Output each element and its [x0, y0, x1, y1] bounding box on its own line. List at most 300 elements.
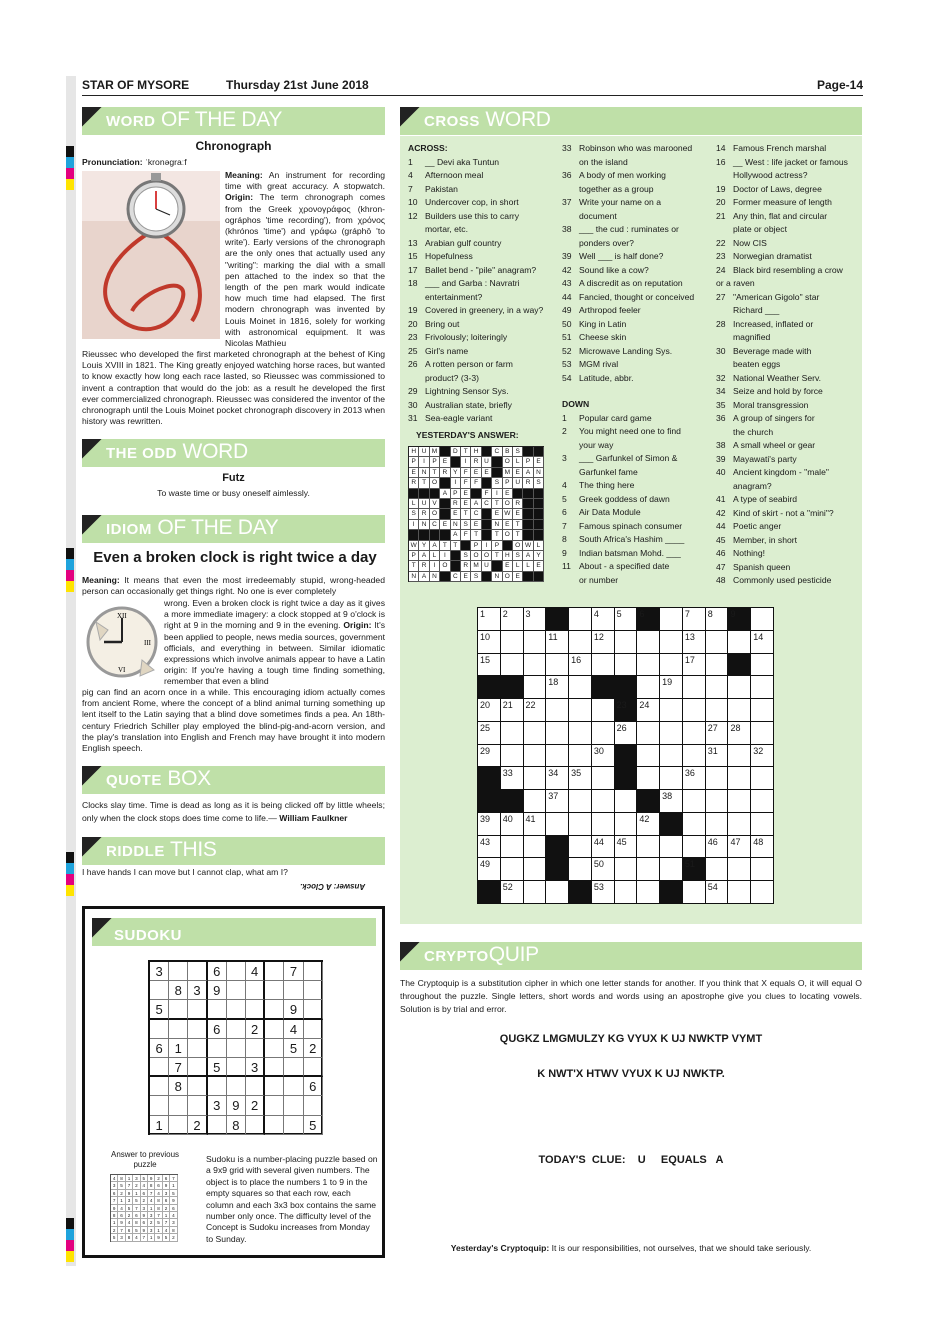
cell-number: 37: [548, 791, 559, 802]
crossword-cell[interactable]: [615, 858, 638, 881]
answer-cell: E: [471, 520, 481, 530]
crossword-cell[interactable]: [524, 836, 547, 859]
answer-cell: 2: [170, 1234, 177, 1241]
clue-number: 14: [716, 143, 726, 153]
cell-number: 10: [480, 631, 491, 642]
answer-cell: 1: [126, 1175, 133, 1182]
crossword-cell[interactable]: [728, 858, 751, 881]
answer-cell: 6: [111, 1190, 118, 1197]
answer-cell: U: [513, 478, 523, 488]
crossword-cell[interactable]: [524, 722, 547, 745]
clue: [716, 345, 860, 359]
sudoku-cell[interactable]: [246, 1000, 265, 1019]
sudoku-cell[interactable]: [188, 1000, 207, 1019]
cryptoquip-banner: [400, 942, 862, 970]
crossword-cell[interactable]: [546, 813, 569, 836]
crossword-cell[interactable]: [683, 676, 706, 699]
sudoku-cell[interactable]: [265, 1020, 284, 1039]
clue: [562, 520, 712, 534]
sudoku-cell[interactable]: [284, 1096, 303, 1115]
crossword-cell[interactable]: [592, 654, 615, 677]
answer-cell: I: [440, 551, 450, 561]
section-title: QUOTE BOX: [106, 767, 211, 790]
corner-tag-icon: [82, 107, 102, 127]
sudoku-cell: 1: [150, 1116, 169, 1135]
answer-cell: [482, 509, 492, 519]
sudoku-cell[interactable]: [169, 962, 188, 981]
crossword-cell[interactable]: [569, 676, 592, 699]
cell-number: 26: [616, 722, 627, 733]
sudoku-cell[interactable]: [304, 1058, 323, 1077]
crossword-cell[interactable]: [706, 654, 729, 677]
answer-cell: N: [409, 572, 419, 582]
section-title: IDIOM OF THE DAY: [106, 516, 279, 539]
sudoku-cell[interactable]: [284, 1116, 303, 1135]
registration-marks: [66, 548, 74, 592]
crossword-cell[interactable]: [569, 858, 592, 881]
sudoku-cell[interactable]: [227, 1058, 246, 1077]
yesterday-answer-grid: [408, 446, 544, 582]
answer-cell: 6: [141, 1190, 148, 1197]
black-cell: [660, 813, 683, 836]
answer-cell: 4: [163, 1227, 170, 1234]
crossword-cell[interactable]: [728, 699, 751, 722]
crossword-cell[interactable]: [569, 699, 592, 722]
crossword-cell[interactable]: [637, 767, 660, 790]
answer-cell: [492, 561, 502, 571]
cell-number: 49: [480, 859, 491, 870]
answer-cell: 8: [148, 1182, 155, 1189]
answer-cell: U: [482, 457, 492, 467]
answer-cell: R: [461, 561, 471, 571]
answer-cell: P: [409, 551, 419, 561]
sudoku-cell[interactable]: [227, 981, 246, 1000]
sudoku-cell[interactable]: [265, 1000, 284, 1019]
answer-cell: 6: [133, 1212, 140, 1219]
cell-number: 28: [730, 722, 741, 733]
crossword-cell[interactable]: [728, 631, 751, 654]
crossword-cell[interactable]: [660, 608, 683, 631]
crossword-cell[interactable]: [546, 722, 569, 745]
sudoku-cell[interactable]: [304, 1020, 323, 1039]
sudoku-cell[interactable]: [150, 1077, 169, 1096]
sudoku-banner: [92, 918, 376, 946]
clue: [716, 493, 860, 507]
crossword-cell[interactable]: [524, 631, 547, 654]
sudoku-cell[interactable]: [150, 1020, 169, 1039]
answer-cell: [451, 457, 461, 467]
crossword-cell[interactable]: [524, 676, 547, 699]
crossword-cell[interactable]: [615, 654, 638, 677]
clue-text: Poetic anger: [733, 521, 782, 531]
sudoku-cell[interactable]: [188, 1039, 207, 1058]
crossword-cell[interactable]: [728, 767, 751, 790]
clue-number: 23: [716, 251, 726, 261]
crossword-cell[interactable]: [546, 654, 569, 677]
clue: [408, 399, 558, 413]
answer-cell: 3: [141, 1205, 148, 1212]
crossword-cell[interactable]: [592, 767, 615, 790]
sudoku-cell[interactable]: [265, 1116, 284, 1135]
crossword-cell[interactable]: [637, 631, 660, 654]
answer-cell: 2: [163, 1205, 170, 1212]
crossword-cell[interactable]: [524, 881, 547, 904]
answer-cell: M: [471, 561, 481, 571]
crossword-cell[interactable]: [546, 881, 569, 904]
cell-number: 32: [753, 745, 764, 756]
clue-number: 6: [562, 507, 567, 517]
clue: [716, 223, 860, 237]
crossword-cell[interactable]: [728, 790, 751, 813]
clue: [562, 493, 712, 507]
crossword-cell[interactable]: [706, 699, 729, 722]
crossword-cell[interactable]: [660, 699, 683, 722]
crossword-cell[interactable]: [569, 836, 592, 859]
answer-cell: H: [503, 551, 513, 561]
sudoku-cell[interactable]: [208, 1116, 227, 1135]
crossword-cell[interactable]: [706, 676, 729, 699]
crossword-cell[interactable]: [569, 790, 592, 813]
answer-cell: [534, 530, 544, 540]
answer-cell: B: [503, 447, 513, 457]
clue-text: ___ the cud : ruminates or: [579, 224, 679, 234]
registration-marks: [66, 146, 74, 190]
clue-text: Fancied, thought or conceived: [579, 291, 695, 302]
sudoku-cell[interactable]: [246, 1039, 265, 1058]
crossword-cell[interactable]: [501, 631, 524, 654]
sudoku-cell[interactable]: [169, 1000, 188, 1019]
answer-cell: 7: [126, 1182, 133, 1189]
clue-number: 45: [716, 534, 726, 545]
answer-cell: Y: [419, 541, 429, 551]
answer-cell: T: [430, 468, 440, 478]
crossword-cell[interactable]: [706, 813, 729, 836]
sudoku-cell[interactable]: [227, 1020, 246, 1039]
crossword-cell[interactable]: [728, 745, 751, 768]
answer-cell: N: [492, 520, 502, 530]
clue-number: 52: [562, 345, 572, 356]
sudoku-cell[interactable]: [169, 1116, 188, 1135]
crossword-cell[interactable]: [524, 790, 547, 813]
crossword-cell[interactable]: [728, 676, 751, 699]
sudoku-cell[interactable]: [265, 1077, 284, 1096]
answer-cell: E: [492, 509, 502, 519]
crossword-cell[interactable]: [569, 608, 592, 631]
section-title: WORD OF THE DAY: [106, 108, 283, 131]
crossword-cell[interactable]: [569, 813, 592, 836]
crossword-cell[interactable]: [592, 722, 615, 745]
crossword-cell[interactable]: [637, 676, 660, 699]
clue-text: Well ___ is half done?: [579, 251, 664, 261]
black-cell: [569, 881, 592, 904]
clue-number: 20: [716, 197, 726, 207]
answer-cell: [471, 489, 481, 499]
clue-number: 3: [562, 453, 567, 463]
answer-cell: N: [451, 520, 461, 530]
clue-number: 41: [716, 494, 726, 504]
clue-number: 19: [716, 183, 726, 194]
crossword-cell[interactable]: [569, 631, 592, 654]
crossword-cell[interactable]: [683, 813, 706, 836]
crossword-cell[interactable]: [683, 745, 706, 768]
answer-cell: [461, 541, 471, 551]
answer-cell: 6: [141, 1219, 148, 1226]
crossword-cell[interactable]: [683, 836, 706, 859]
crossword-cell[interactable]: [660, 767, 683, 790]
crossword-cell[interactable]: [615, 790, 638, 813]
crossword-cell[interactable]: [637, 745, 660, 768]
sudoku-cell: 8: [227, 1116, 246, 1135]
answer-cell: N: [534, 468, 544, 478]
answer-cell: E: [503, 520, 513, 530]
clue-text: Nothing!: [733, 548, 766, 558]
clue-text: mortar, etc.: [425, 224, 468, 234]
clue-number: 46: [716, 548, 726, 558]
sudoku-cell: 2: [188, 1116, 207, 1135]
clue: [562, 574, 712, 588]
crossword-cell[interactable]: [660, 858, 683, 881]
sudoku-cell[interactable]: [246, 981, 265, 1000]
clue-number: 4: [562, 480, 567, 490]
crossword-cell[interactable]: [751, 608, 774, 631]
crossword-cell[interactable]: [569, 745, 592, 768]
clue-text: Famous French marshal: [733, 143, 827, 153]
crossword-cell[interactable]: [751, 722, 774, 745]
corner-tag-icon: [400, 107, 420, 127]
cell-number: 46: [707, 836, 718, 847]
answer-cell: [534, 509, 544, 519]
crossword-cell[interactable]: [751, 654, 774, 677]
cell-number: 31: [707, 745, 718, 756]
answer-cell: E: [409, 468, 419, 478]
clue-text: Builders use this to carry: [425, 210, 520, 221]
crossword-cell[interactable]: [683, 881, 706, 904]
answer-cell: C: [430, 520, 440, 530]
crossword-cell[interactable]: [683, 699, 706, 722]
answer-cell: 3: [111, 1182, 118, 1189]
crossword-cell[interactable]: [546, 699, 569, 722]
sudoku-cell[interactable]: [227, 1039, 246, 1058]
sudoku-cell[interactable]: [227, 962, 246, 981]
sudoku-cell[interactable]: [208, 1077, 227, 1096]
cell-number: 21: [502, 700, 513, 711]
crossword-cell[interactable]: [569, 722, 592, 745]
clue: [716, 156, 860, 170]
sudoku-cell[interactable]: [284, 1058, 303, 1077]
crossword-cell[interactable]: [524, 745, 547, 768]
black-cell: [615, 745, 638, 768]
answer-cell: [482, 478, 492, 488]
clue-number: 37: [562, 197, 572, 207]
answer-cell: I: [451, 478, 461, 488]
answer-cell: P: [451, 489, 461, 499]
clue-text: Richard ___: [733, 305, 780, 315]
clue-text: Arthropod feeler: [579, 305, 641, 315]
crossword-cell[interactable]: [592, 813, 615, 836]
crossword-cell[interactable]: [546, 745, 569, 768]
clue: [562, 506, 712, 520]
crossword-cell[interactable]: [637, 654, 660, 677]
clue-text: Girl's name: [425, 345, 469, 356]
answer-cell: 3: [148, 1227, 155, 1234]
clue: [562, 533, 712, 547]
sudoku-cell[interactable]: [169, 1096, 188, 1115]
answer-cell: 7: [118, 1227, 125, 1234]
crossword-cell[interactable]: [637, 722, 660, 745]
sudoku-cell[interactable]: [265, 981, 284, 1000]
clues-col2: [562, 142, 712, 587]
crossword-cell[interactable]: [683, 722, 706, 745]
crossword-cell[interactable]: [706, 767, 729, 790]
cell-number: 24: [639, 700, 650, 711]
sudoku-cell[interactable]: [304, 962, 323, 981]
answer-cell: 9: [118, 1219, 125, 1226]
sudoku-cell: 7: [284, 962, 303, 981]
crossword-cell[interactable]: [728, 813, 751, 836]
clue: [716, 399, 860, 413]
crossword-cell[interactable]: [615, 881, 638, 904]
answer-cell: C: [492, 447, 502, 457]
sudoku-cell[interactable]: [150, 1096, 169, 1115]
answer-cell: E: [534, 561, 544, 571]
clue-number: 38: [562, 224, 572, 234]
clue: [408, 372, 558, 386]
sudoku-cell[interactable]: [188, 962, 207, 981]
crossword-cell[interactable]: [501, 836, 524, 859]
black-cell: [478, 676, 501, 699]
crossword-cell[interactable]: [524, 858, 547, 881]
crossword-cell[interactable]: [637, 881, 660, 904]
crossword-cell[interactable]: [501, 654, 524, 677]
answer-cell: Y: [451, 468, 461, 478]
crossword-cell[interactable]: [501, 858, 524, 881]
sudoku-cell[interactable]: [188, 1096, 207, 1115]
answer-cell: E: [503, 489, 513, 499]
crossword-cell[interactable]: [751, 790, 774, 813]
crossword-cell[interactable]: [524, 654, 547, 677]
crossword-cell[interactable]: [615, 631, 638, 654]
answer-cell: S: [461, 520, 471, 530]
sudoku-cell[interactable]: [246, 1116, 265, 1135]
clue-text: MGM rival: [579, 359, 619, 369]
crossword-cell[interactable]: [728, 881, 751, 904]
sudoku-cell[interactable]: [188, 1077, 207, 1096]
crossword-cell[interactable]: [751, 676, 774, 699]
crossword-cell[interactable]: [751, 767, 774, 790]
answer-cell: T: [461, 509, 471, 519]
crossword-cell[interactable]: [683, 790, 706, 813]
sudoku-cell[interactable]: [208, 1000, 227, 1019]
answer-cell: S: [471, 572, 481, 582]
clue-number: 39: [716, 453, 726, 464]
black-cell: [728, 654, 751, 677]
crossword-cell[interactable]: [637, 858, 660, 881]
clue-text: together as a group: [579, 183, 654, 194]
clue-number: 11: [562, 561, 571, 571]
sudoku-cell[interactable]: [188, 1058, 207, 1077]
answer-cell: 7: [111, 1197, 118, 1204]
answer-cell: W: [503, 509, 513, 519]
answer-cell: A: [419, 551, 429, 561]
sudoku-cell[interactable]: [227, 1077, 246, 1096]
answer-cell: 1: [118, 1197, 125, 1204]
sudoku-cell[interactable]: [150, 1058, 169, 1077]
crossword-cell[interactable]: [751, 699, 774, 722]
crossword-cell[interactable]: [660, 836, 683, 859]
clue: [562, 277, 712, 291]
sudoku-cell[interactable]: [284, 981, 303, 1000]
sudoku-cell[interactable]: [208, 1039, 227, 1058]
clue-number: 30: [716, 345, 726, 356]
sudoku-cell[interactable]: [304, 981, 323, 1000]
clue: [716, 412, 860, 426]
sudoku-cell[interactable]: [265, 1058, 284, 1077]
crossword-cell[interactable]: [706, 858, 729, 881]
sudoku-cell[interactable]: [265, 962, 284, 981]
crossword-cell[interactable]: [501, 745, 524, 768]
clue-number: 42: [716, 507, 726, 518]
sudoku-cell[interactable]: [188, 1020, 207, 1039]
answer-cell: T: [513, 520, 523, 530]
clue-text: Kind of skirt - not a "mini"?: [733, 507, 834, 518]
sudoku-cell: 6: [208, 962, 227, 981]
crossword-cell[interactable]: [524, 767, 547, 790]
clue: [408, 277, 558, 291]
sudoku-cell[interactable]: [150, 981, 169, 1000]
answer-cell: S: [534, 478, 544, 488]
crossword-cell[interactable]: [706, 631, 729, 654]
sudoku-cell[interactable]: [304, 1000, 323, 1019]
crossword-cell[interactable]: [751, 881, 774, 904]
answer-cell: 9: [141, 1212, 148, 1219]
sudoku-cell[interactable]: [284, 1077, 303, 1096]
sudoku-cell[interactable]: [265, 1096, 284, 1115]
answer-cell: [440, 447, 450, 457]
crossword-cell[interactable]: [660, 722, 683, 745]
crossword-cell[interactable]: [501, 722, 524, 745]
sudoku-cell[interactable]: [246, 1077, 265, 1096]
clue-text: Hollywood actress?: [733, 170, 808, 180]
pronunciation: Pronunciation: ˈkronəɡraːf: [82, 157, 187, 167]
crossword-cell[interactable]: [637, 836, 660, 859]
crossword-cell[interactable]: [751, 858, 774, 881]
section-title: CRYPTOQUIP: [424, 943, 539, 966]
answer-cell: F: [482, 489, 492, 499]
sudoku-cell[interactable]: [265, 1039, 284, 1058]
crossword-cell[interactable]: [751, 813, 774, 836]
answer-cell: 1: [133, 1190, 140, 1197]
crossword-cell[interactable]: [706, 790, 729, 813]
sudoku-cell[interactable]: [304, 1096, 323, 1115]
idiom-origin-cont: pig can find an acorn once in a while. This encouraging idiom actually comes from ancient Rome, where the concept of a blind animal turning something up lent itself to the Latin saying that a blind dove sometimes finds a pea. An 18th-century Friedrich Schiller play employed the blind-pig-and-acorn version, and the play's translation into English and French may have brought it into modern English speech.: [82, 687, 385, 754]
answer-cell: N: [430, 572, 440, 582]
sudoku-cell[interactable]: [227, 1000, 246, 1019]
crossword-cell[interactable]: [615, 813, 638, 836]
clue-text: Undercover cop, in short: [425, 197, 519, 207]
crossword-cell[interactable]: [660, 654, 683, 677]
clue-text: Spanish queen: [733, 561, 791, 572]
black-cell: [592, 676, 615, 699]
answer-cell: 5: [111, 1234, 118, 1241]
crossword-cell[interactable]: [592, 699, 615, 722]
crossword-cell[interactable]: [660, 745, 683, 768]
crossword-cell[interactable]: [592, 790, 615, 813]
cell-number: 33: [502, 768, 513, 779]
odd-word-banner: [82, 439, 385, 467]
sudoku-cell[interactable]: [169, 1020, 188, 1039]
crossword-cell[interactable]: [660, 631, 683, 654]
answer-cell: T: [492, 499, 502, 509]
